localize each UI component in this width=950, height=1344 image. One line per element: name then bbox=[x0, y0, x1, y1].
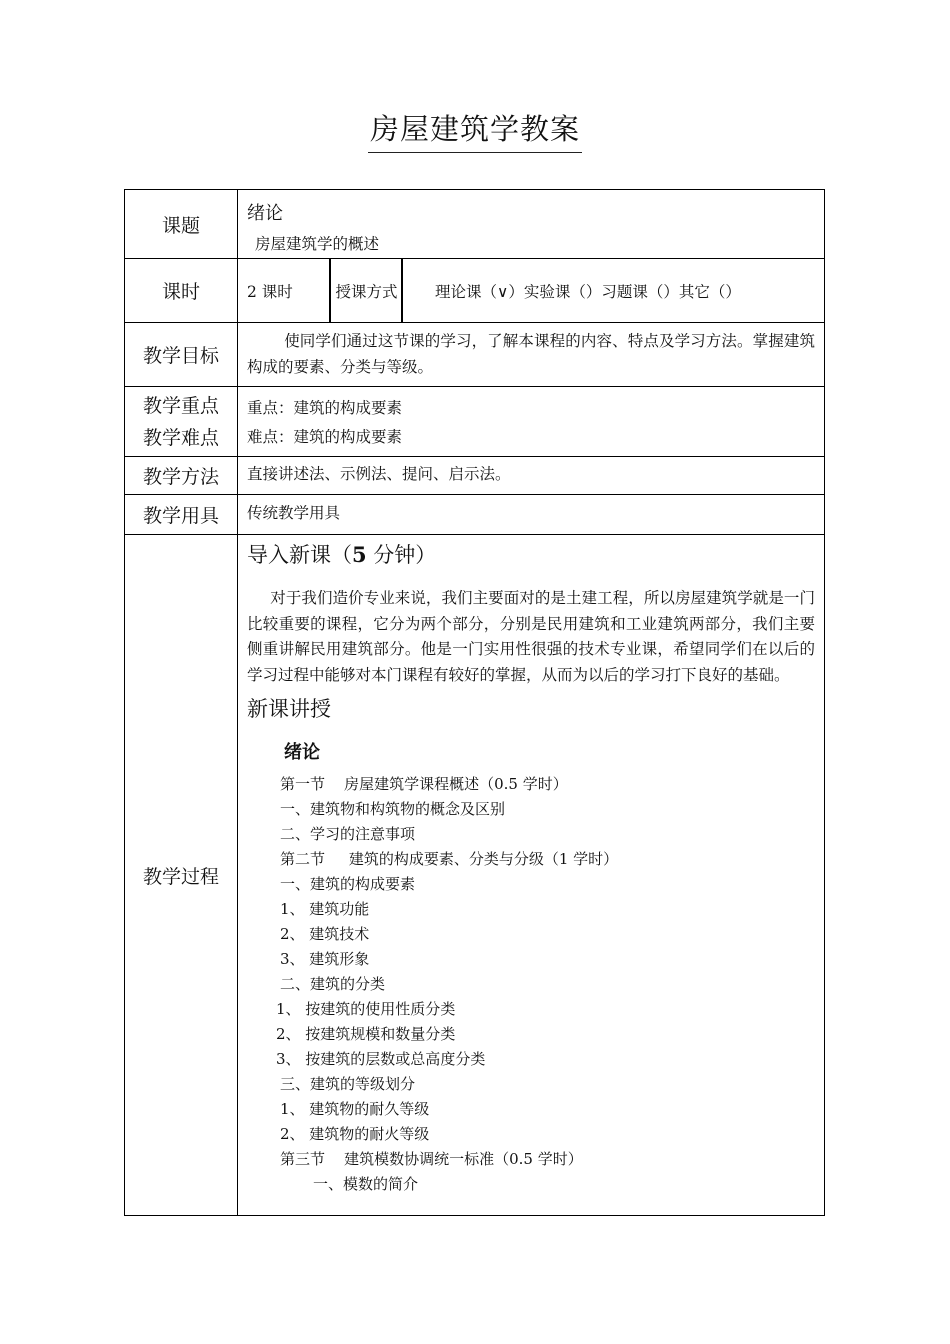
outline-item: 1、 建筑功能 bbox=[280, 900, 370, 918]
hours-value: 2 课时 bbox=[247, 282, 293, 301]
outline-item: 第一节 房屋建筑学课程概述（0.5 学时） bbox=[280, 775, 568, 793]
intro-heading-pre: 导入新课（ bbox=[247, 543, 352, 567]
outline-item: 第三节 建筑模数协调统一标准（0.5 学时） bbox=[280, 1150, 583, 1168]
row-focus bbox=[125, 387, 824, 457]
label-process: 教学过程 bbox=[125, 535, 238, 1215]
topic-title: 绪论 bbox=[247, 203, 283, 224]
outline-item: 二、建筑的分类 bbox=[280, 975, 386, 993]
row-hours bbox=[125, 259, 824, 323]
intro-text: 对于我们造价专业来说，我们主要面对的是土建工程，所以房屋建筑学就是一门比较重要的课程，它分为两个部分，分别是民用建筑和工业建筑两部分，我们主要侧重讲解民用建筑部分。他是一门实用性很强的技术专业课，希望同学们在以后的学习过程中能够对本门课程有较好的掌握，从而为以后的学习打下良好的基础。 bbox=[247, 589, 815, 684]
content-tools bbox=[238, 495, 824, 534]
method-text: 直接讲述法、示例法、提问、启示法。 bbox=[247, 465, 511, 483]
outline-item: 3、 建筑形象 bbox=[280, 950, 370, 968]
row-process bbox=[125, 535, 824, 1215]
content-method bbox=[238, 457, 824, 494]
tools-text: 传统教学用具 bbox=[247, 504, 341, 522]
key-point-text: 重点：建筑的构成要素 bbox=[247, 399, 403, 417]
label-focus bbox=[125, 387, 238, 456]
outline-item: 一、建筑的构成要素 bbox=[280, 875, 416, 893]
label-tools: 教学用具 bbox=[125, 495, 238, 534]
outline-item: 2、 按建筑规模和数量分类 bbox=[276, 1025, 456, 1043]
outline-list bbox=[247, 772, 815, 1197]
content-topic bbox=[238, 190, 824, 258]
label-topic: 课题 bbox=[125, 190, 238, 258]
outline-item: 3、 按建筑的层数或总高度分类 bbox=[276, 1050, 486, 1068]
outline-item: 三、建筑的等级划分 bbox=[280, 1075, 416, 1093]
label-difficulty: 教学难点 bbox=[142, 426, 219, 449]
content-process bbox=[238, 535, 824, 1215]
row-topic bbox=[125, 190, 824, 259]
row-goal bbox=[125, 323, 824, 387]
hours-divider-2 bbox=[401, 259, 403, 322]
label-hours: 课时 bbox=[125, 259, 238, 322]
new-lesson-heading: 新课讲授 bbox=[247, 697, 331, 721]
intro-heading-num: 5 bbox=[352, 542, 367, 567]
outline-item: 一、模数的简介 bbox=[313, 1175, 419, 1193]
outline-item: 一、建筑物和构筑物的概念及区别 bbox=[280, 800, 506, 818]
outline-item: 2、 建筑技术 bbox=[280, 925, 370, 943]
difficulty-text: 难点：建筑的构成要素 bbox=[247, 428, 403, 446]
intro-heading bbox=[247, 540, 815, 570]
content-focus bbox=[238, 387, 824, 456]
doc-title-wrap bbox=[0, 112, 950, 153]
row-tools bbox=[125, 495, 824, 535]
topic-subtitle: 房屋建筑学的概述 bbox=[255, 235, 380, 253]
doc-title: 房屋建筑学教案 bbox=[368, 112, 582, 153]
outline-item: 第二节 建筑的构成要素、分类与分级（1 学时） bbox=[280, 850, 619, 868]
method-label: 授课方式 bbox=[335, 282, 398, 301]
outline-item: 2、 建筑物的耐火等级 bbox=[280, 1125, 430, 1143]
label-key-point: 教学重点 bbox=[142, 394, 219, 417]
outline-item: 二、学习的注意事项 bbox=[280, 825, 416, 843]
content-hours bbox=[238, 259, 824, 322]
label-method: 教学方法 bbox=[125, 457, 238, 494]
row-method bbox=[125, 457, 824, 495]
content-goal bbox=[238, 323, 824, 386]
intro-heading-post: 分钟） bbox=[366, 543, 437, 567]
section-heading: 绪论 bbox=[284, 742, 320, 763]
outline-item: 1、 按建筑的使用性质分类 bbox=[276, 1000, 456, 1018]
lesson-plan-table bbox=[124, 189, 825, 1216]
method-value: 理论课（∨）实验课（）习题课（）其它（） bbox=[435, 282, 741, 301]
label-goal: 教学目标 bbox=[125, 323, 238, 386]
outline-item: 1、 建筑物的耐久等级 bbox=[280, 1100, 430, 1118]
goal-text: 使同学们通过这节课的学习，了解本课程的内容、特点及学习方法。掌握建筑构成的要素、分类与等级。 bbox=[247, 332, 815, 376]
